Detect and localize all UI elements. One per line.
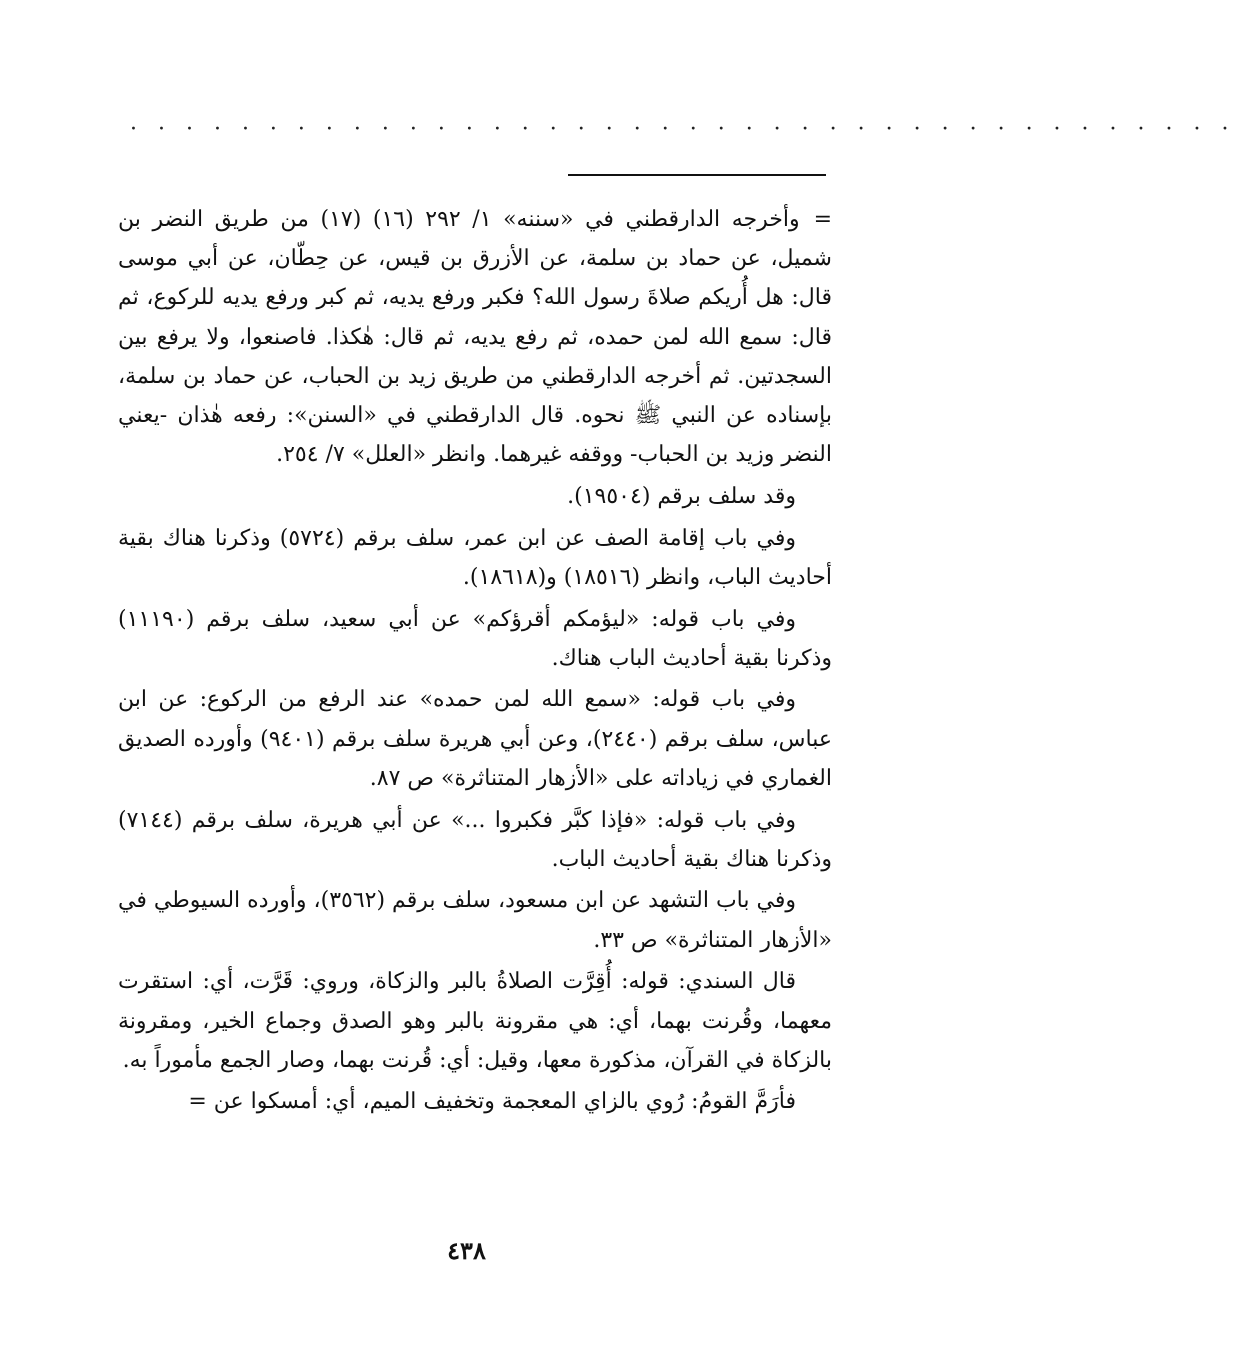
paragraph-9: فأرَمَّ القومُ: رُوي بالزاي المعجمة وتخفيف الميم، أي: أمسكوا عن = bbox=[188, 1089, 796, 1115]
paragraph-8: قال السندي: قوله: أُقِرَّت الصلاةُ بالبر والزكاة، وروي: قَرَّت، أي: استقرت معهما، وقُرنت بهما، أي: هي مقرونة بالبر وهو الصدق وجماع الخير، ومقرونة بالزكاة في القرآن، مذكورة معها، وقيل: أي: قُرنت بهما، وصار الجمع مأموراً به. bbox=[118, 969, 832, 1073]
page-number: ٤٣٨ bbox=[447, 1236, 486, 1265]
ornamental-dot-line: · · · · · · · · · · · · · · · · · · · · · · · · · · · · · · · · · · · · · · · · bbox=[130, 117, 1235, 142]
footnote-separator-rule bbox=[568, 174, 826, 176]
paragraph-4: وفي باب قوله: «ليؤمكم أقرؤكم» عن أبي سعيد، سلف برقم (١١١٩٠) وذكرنا بقية أحاديث الباب هناك. bbox=[118, 606, 832, 671]
paragraph-1 bbox=[118, 200, 832, 474]
paragraph-6: وفي باب قوله: «فإذا كبَّر فكبروا ...» عن أبي هريرة، سلف برقم (٧١٤٤) وذكرنا هناك بقية أحاديث الباب. bbox=[118, 807, 832, 872]
footnote-text-block bbox=[118, 200, 832, 1124]
paragraph-1-text: وأخرجه الدارقطني في «سننه» ١/ ٢٩٢ (١٦) (١٧) من طريق النضر بن شميل، عن حماد بن سلمة، عن الأزرق بن قيس، عن حِطّان، عن أبي موسى قال: هل أُريكم صلاةَ رسول الله؟ فكبر ورفع يديه، ثم كبر ورفع يديه للركوع، ثم قال: سمع الله لمن حمده، ثم رفع يديه، ثم قال: هٰكذا. فاصنعوا، ولا يرفع بين السجدتين. ثم أخرجه الدارقطني من طريق زيد بن الحباب، عن حماد بن سلمة، بإسناده عن النبي ﷺ نحوه. قال الدارقطني في «السنن»: رفعه هٰذان -يعني النضر وزيد بن الحباب- ووقفه غيرهما. وانظر «العلل» ٧/ ٢٥٤. bbox=[118, 207, 832, 468]
paragraph-3: وفي باب إقامة الصف عن ابن عمر، سلف برقم (٥٧٢٤) وذكرنا هناك بقية أحاديث الباب، وانظر (١٨٥١٦) و(١٨٦١٨). bbox=[118, 525, 832, 590]
continuation-mark: = bbox=[813, 207, 833, 232]
paragraph-7: وفي باب التشهد عن ابن مسعود، سلف برقم (٣٥٦٢)، وأورده السيوطي في «الأزهار المتناثرة» ص ٣٣. bbox=[118, 888, 832, 953]
paragraph-2: وقد سلف برقم (١٩٥٠٤). bbox=[567, 483, 796, 509]
paragraph-5: وفي باب قوله: «سمع الله لمن حمده» عند الرفع من الركوع: عن ابن عباس، سلف برقم (٢٤٤٠)، وعن أبي هريرة سلف برقم (٩٤٠١) وأورده الصديق الغماري في زياداته على «الأزهار المتناثرة» ص ٨٧. bbox=[118, 687, 833, 791]
